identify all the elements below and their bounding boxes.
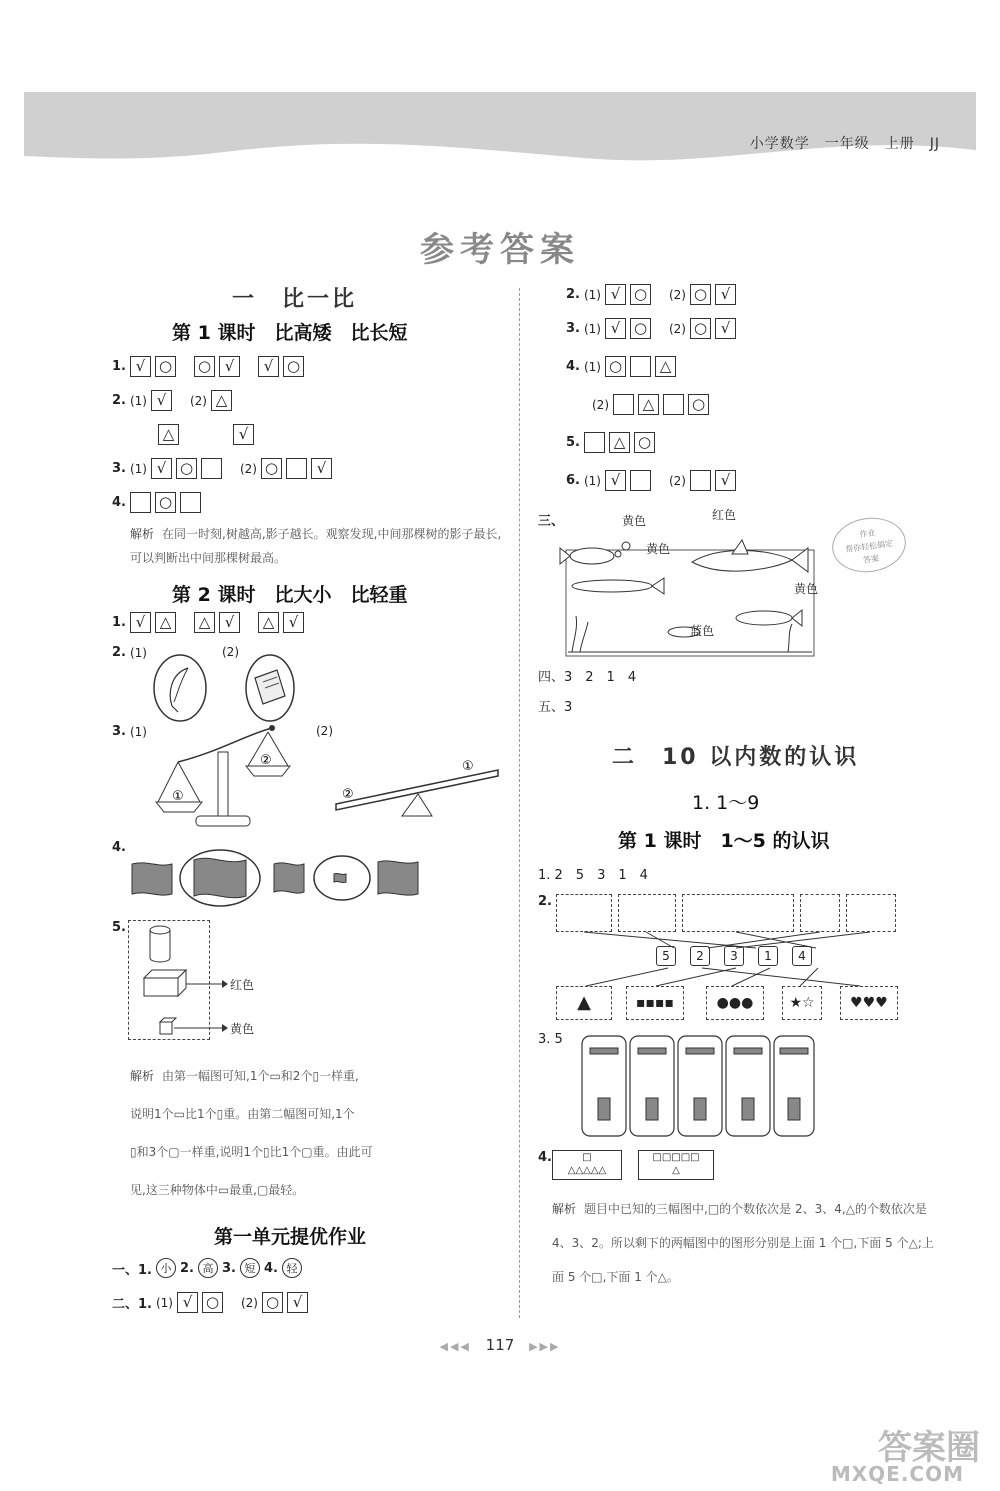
header-subject: 小学数学 一年级 上册 JJ <box>749 136 940 152</box>
l2-q4: 4. <box>112 840 126 855</box>
check-icon: √ <box>605 318 626 339</box>
circle-icon: ○ <box>688 394 709 415</box>
r-q4b: 4. <box>538 1150 552 1165</box>
counting-top-row <box>556 894 898 934</box>
circle-icon: ○ <box>202 1292 223 1313</box>
empty-box <box>613 394 634 415</box>
triangle-icon: △ <box>194 612 215 633</box>
svg-text:②: ② <box>342 787 354 802</box>
yellow-label: 黄色 <box>230 1022 255 1036</box>
check-icon: √ <box>605 470 626 491</box>
empty-box <box>201 458 222 479</box>
column-divider <box>519 288 520 1318</box>
watermark-url: MXQE.COM <box>830 1462 964 1486</box>
circle-icon: ○ <box>690 318 711 339</box>
lesson2-heading: 第 2 课时 比大小 比轻重 <box>172 584 408 606</box>
r-q4-2: (2) △ ○ <box>592 394 709 415</box>
page-number: 117 <box>485 1336 515 1354</box>
empty-box <box>630 356 651 377</box>
empty-box <box>690 470 711 491</box>
r-q3: 3. (1) √ ○ (2) ○ √ <box>566 318 736 339</box>
l2-analysis: 解析 由第一幅图可知,1个▭和2个▯一样重, 说明1个▭比1个▯重。由第二幅图可知,1个 ▯和3个▢一样重,说明1个▯比1个▢重。由此可 见,这三种物体中▭最重,▢最轻。 <box>130 1069 373 1197</box>
empty-box <box>630 470 651 491</box>
circle-icon: ○ <box>262 1292 283 1313</box>
r-a1: 1. 2 5 3 1 4 <box>538 868 648 883</box>
r-q2: 2. (1) √ ○ (2) ○ √ <box>566 284 736 305</box>
l1-q3: 3. (1) √ ○ (2) ○ √ <box>112 458 332 479</box>
uw-er: 二、1. (1) √ ○ (2) ○ √ <box>112 1292 308 1313</box>
l1-q2-row2 <box>158 424 254 445</box>
r-a3: 3. 5 <box>538 1032 563 1047</box>
circle-icon: ○ <box>261 458 282 479</box>
counting-bottom-row: ▲ ▪▪▪▪ ●●● ★☆ ♥♥♥ <box>556 986 898 1022</box>
check-icon: √ <box>219 612 240 633</box>
page-title: 参考答案 <box>420 230 580 270</box>
svg-text:①: ① <box>462 759 474 774</box>
tables-chairs <box>580 1034 816 1138</box>
unit1-work-heading: 第一单元提优作业 <box>214 1226 367 1248</box>
l2-q5: 5. <box>112 920 126 935</box>
circle-icon: ○ <box>155 492 176 513</box>
empty-box <box>130 492 151 513</box>
header-banner <box>24 92 976 172</box>
triangle-icon: △ <box>155 612 176 633</box>
circle-icon: ○ <box>194 356 215 377</box>
l2-q1: 1. √ △ △ √ △ √ <box>112 612 304 633</box>
check-icon: √ <box>130 612 151 633</box>
red-label: 红色 <box>712 508 737 522</box>
l1-q2: 2. (1) √ (2) △ <box>112 390 232 411</box>
q5-objects <box>140 924 230 1040</box>
check-icon: √ <box>311 458 332 479</box>
r-q6: 6. (1) √ (2) √ <box>566 470 736 491</box>
l2-q3-p2: (2) <box>316 724 333 738</box>
feather-icon <box>150 652 210 724</box>
unit1-title: 一 比一比 <box>232 287 358 312</box>
empty-box <box>286 458 307 479</box>
number-boxes: 5 2 3 1 4 <box>656 946 812 966</box>
circle-icon: ○ <box>283 356 304 377</box>
check-icon: √ <box>151 390 172 411</box>
svg-text:②: ② <box>260 753 272 768</box>
check-icon: √ <box>177 1292 198 1313</box>
page-footer: ◀◀◀ 117 ▶▶▶ <box>439 1336 561 1354</box>
circle-icon: ○ <box>630 284 651 305</box>
circle-icon: ○ <box>155 356 176 377</box>
book-icon <box>243 652 297 724</box>
check-icon: √ <box>715 470 736 491</box>
r-analysis: 解析 题目中已知的三幅图中,□的个数依次是 2、3、4,△的个数依次是 4、3、2。所以剩下的两幅图中的图形分别是上面 1 个□,下面 5 个△;上面 5 个□,下面 1 个△。 <box>552 1202 934 1284</box>
yellow-label-2: 黄色 <box>646 542 671 556</box>
check-icon: √ <box>151 458 172 479</box>
check-icon: √ <box>287 1292 308 1313</box>
check-icon: √ <box>233 424 254 445</box>
svg-text:①: ① <box>172 789 184 804</box>
empty-box <box>663 394 684 415</box>
circle-icon: ○ <box>605 356 626 377</box>
seesaw <box>332 756 502 826</box>
yellow-label-3: 黄色 <box>794 582 819 596</box>
check-icon: √ <box>219 356 240 377</box>
red-label: 红色 <box>230 978 255 992</box>
r-san: 三、 <box>538 514 565 529</box>
circle-icon: ○ <box>634 432 655 453</box>
lesson1-heading: 第 1 课时 比高矮 比长短 <box>172 322 408 344</box>
l2-q2: 2. (1) <box>112 645 147 660</box>
empty-box <box>180 492 201 513</box>
l1-q1: 1. √ ○ ○ √ √ ○ <box>112 356 304 377</box>
triangle-icon: △ <box>655 356 676 377</box>
r-q5: 5. △ ○ <box>566 432 655 453</box>
check-icon: √ <box>258 356 279 377</box>
circle-icon: ○ <box>630 318 651 339</box>
triangle-icon: △ <box>211 390 232 411</box>
triangle-icon: △ <box>638 394 659 415</box>
r-q2b: 2. <box>538 894 552 909</box>
pattern-box-1: □ △△△△△ <box>552 1150 622 1180</box>
watermark-logo: 答案圈 <box>878 1428 980 1468</box>
l2-q3: 3. (1) <box>112 724 147 739</box>
check-icon: √ <box>130 356 151 377</box>
l2-q2-p2: (2) <box>222 645 239 659</box>
check-icon: √ <box>715 318 736 339</box>
check-icon: √ <box>715 284 736 305</box>
check-icon: √ <box>605 284 626 305</box>
ribbon-shapes <box>128 848 428 908</box>
triangle-icon: △ <box>158 424 179 445</box>
balance-scale <box>148 722 300 832</box>
pattern-box-2: □□□□□ △ <box>638 1150 714 1180</box>
triangle-icon: △ <box>258 612 279 633</box>
circle-icon: ○ <box>690 284 711 305</box>
circle-icon: ○ <box>176 458 197 479</box>
triangle-icon: △ <box>609 432 630 453</box>
check-icon: √ <box>283 612 304 633</box>
r-wu: 五、3 <box>538 700 573 715</box>
l1-q4: 4. ○ <box>112 492 201 513</box>
yellow-label-1: 黄色 <box>622 514 647 528</box>
uw-yi: 一、1. 小 2. 高 3. 短 4. 轻 <box>112 1258 302 1278</box>
r-lesson1-heading: 第 1 课时 1～5 的认识 <box>618 830 830 852</box>
blue-label: 蓝色 <box>690 624 715 638</box>
stamp: 作业 帮你轻松搞定 答案 <box>829 513 910 577</box>
r-si: 四、3 2 1 4 <box>538 670 637 685</box>
l1-analysis: 解析 在同一时刻,树越高,影子越长。观察发现,中间那棵树的影子最长,可以判断出中间那棵树最高。 <box>130 527 502 565</box>
r-q4: 4. (1) ○ △ <box>566 356 676 377</box>
section-title: 1. 1～9 <box>692 792 760 814</box>
unit2-title: 二 10 以内数的认识 <box>612 745 860 770</box>
empty-box <box>584 432 605 453</box>
matching-lines <box>556 930 898 988</box>
